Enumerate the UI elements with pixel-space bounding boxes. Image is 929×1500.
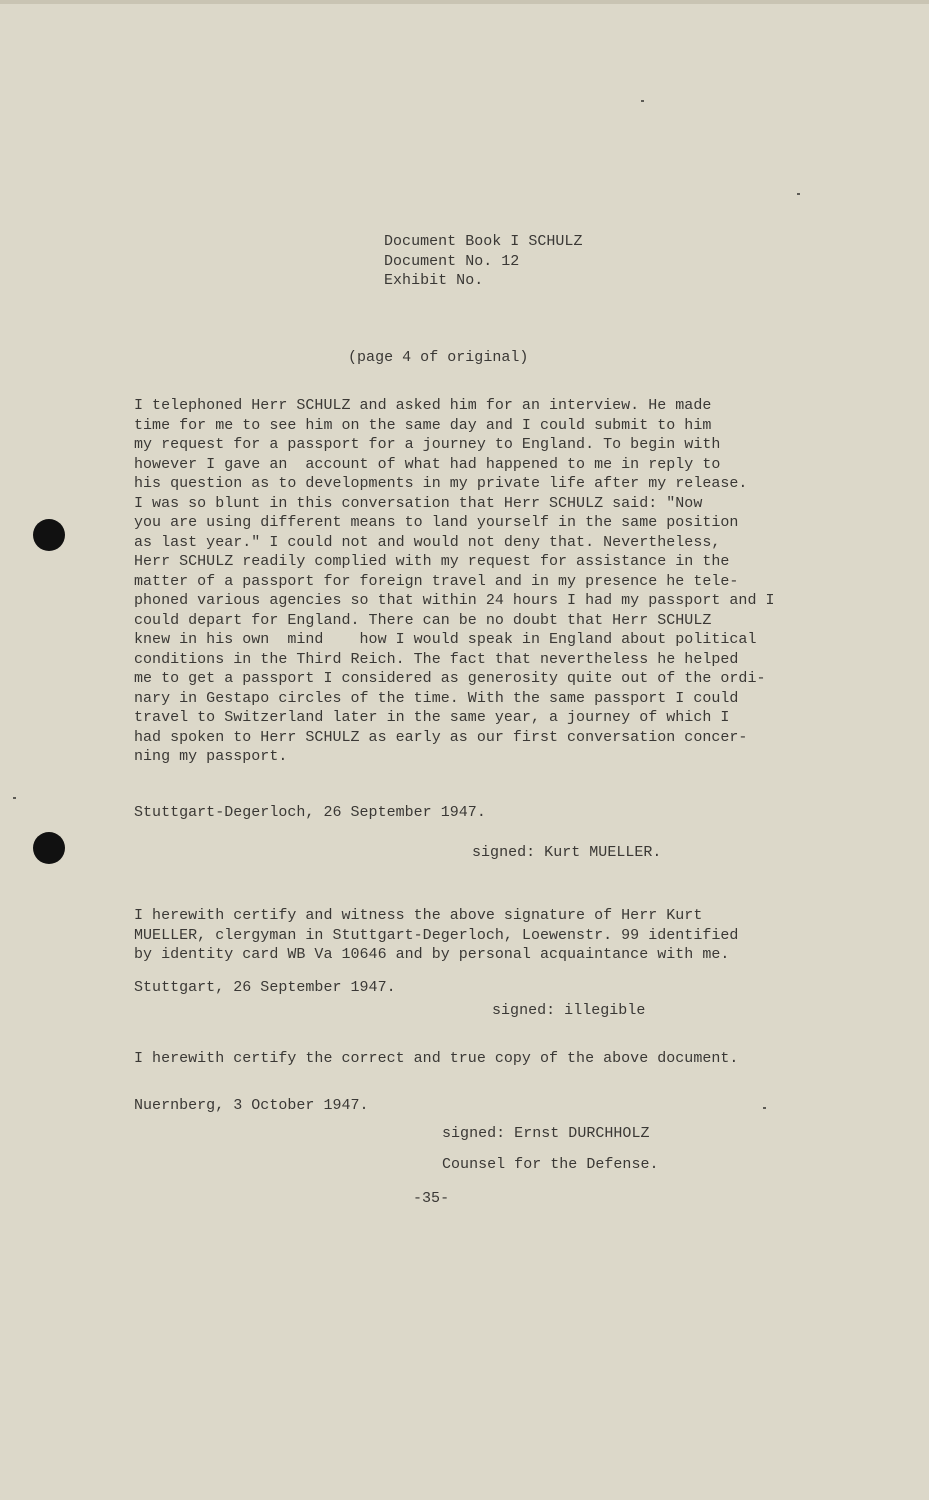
signature-line: signed: Ernst DURCHHOLZ — [442, 1125, 650, 1142]
document-header — [384, 232, 582, 291]
body-line: I telephoned Herr SCHULZ and asked him for an interview. He made — [134, 397, 712, 414]
body-paragraph — [134, 396, 775, 767]
punch-hole — [33, 519, 65, 551]
header-document-number: Document No. 12 — [384, 252, 520, 270]
body-line: travel to Switzerland later in the same year, a journey of which I — [134, 709, 730, 726]
paper-speck — [763, 1107, 766, 1109]
body-line: however I gave an account of what had happened to me in reply to — [134, 455, 721, 473]
body-line: his question as to developments in my private life after my release. — [134, 475, 748, 492]
counsel-title: Counsel for the Defense. — [442, 1156, 659, 1173]
certification-line: MUELLER, clergyman in Stuttgart-Degerloch, Loewenstr. 99 identified — [134, 926, 739, 944]
body-line: conditions in the Third Reich. The fact that nevertheless he helped — [134, 650, 739, 668]
body-line: matter of a passport for foreign travel and in my presence he tele- — [134, 572, 739, 590]
page-number: -35- — [413, 1190, 450, 1207]
place-date: Stuttgart, 26 September 1947. — [134, 979, 396, 996]
certification-line: I herewith certify and witness the above signature of Herr Kurt — [134, 907, 703, 924]
body-line: time for me to see him on the same day and I could submit to him — [134, 416, 712, 434]
witness-certification — [134, 906, 738, 965]
body-line: I was so blunt in this conversation that Herr SCHULZ said: "Now — [134, 494, 703, 512]
certification-line: by identity card WB Va 10646 and by personal acquaintance with me. — [134, 946, 730, 963]
body-line: ning my passport. — [134, 748, 288, 765]
body-line: could depart for England. There can be no doubt that Herr SCHULZ — [134, 611, 712, 629]
paper-speck — [797, 193, 800, 195]
copy-certification: I herewith certify the correct and true copy of the above document. — [134, 1050, 739, 1067]
body-line: knew in his own mind how I would speak in England about political — [134, 631, 757, 648]
signature-line: signed: Kurt MUELLER. — [472, 844, 662, 861]
page-reference: (page 4 of original) — [348, 349, 529, 366]
place-date: Stuttgart-Degerloch, 26 September 1947. — [134, 804, 486, 821]
place-date: Nuernberg, 3 October 1947. — [134, 1097, 369, 1114]
paper-speck — [13, 797, 16, 799]
body-line: had spoken to Herr SCHULZ as early as our first conversation concer- — [134, 728, 748, 746]
body-line: phoned various agencies so that within 24 hours I had my passport and I — [134, 592, 775, 609]
header-document-book: Document Book I SCHULZ — [384, 233, 583, 250]
paper-speck — [641, 100, 644, 102]
header-exhibit-number: Exhibit No. — [384, 272, 484, 289]
body-line: you are using different means to land yourself in the same position — [134, 514, 739, 531]
paper-edge — [0, 0, 929, 4]
signature-line: signed: illegible — [492, 1002, 646, 1019]
punch-hole — [33, 832, 65, 864]
body-line: nary in Gestapo circles of the time. With the same passport I could — [134, 689, 739, 707]
body-line: me to get a passport I considered as generosity quite out of the ordi- — [134, 670, 766, 687]
body-line: my request for a passport for a journey to England. To begin with — [134, 436, 721, 453]
body-line: as last year." I could not and would not deny that. Nevertheless, — [134, 533, 721, 551]
body-line: Herr SCHULZ readily complied with my request for assistance in the — [134, 553, 730, 570]
